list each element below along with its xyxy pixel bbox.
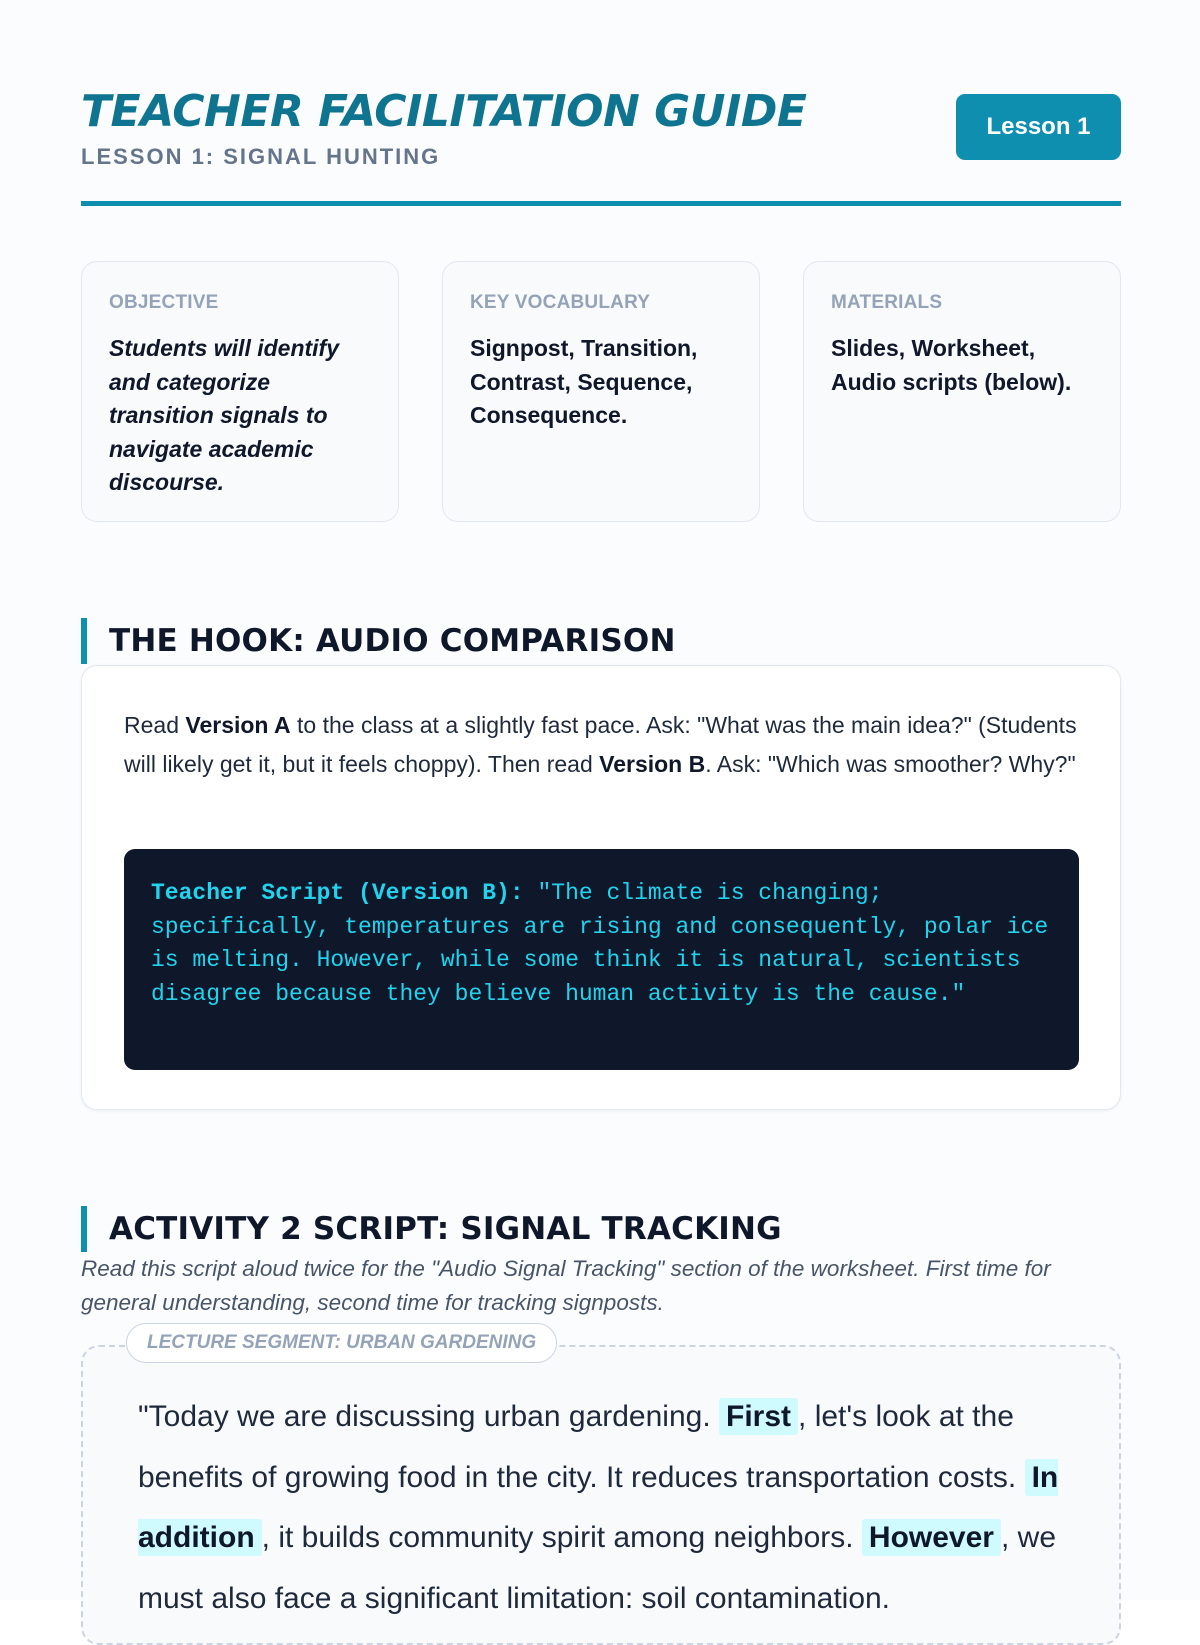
hook-text-part: Read: [124, 712, 186, 738]
version-b-label: Version B: [599, 750, 706, 777]
activity2-instructions: Read this script aloud twice for the "Audio Signal Tracking" section of the worksheet. First time for general understanding, second time for tracking signposts.: [81, 1256, 1051, 1315]
guide-header: [81, 84, 1121, 204]
lecture-text-part: , we must also face a significant limitation: soil contamination.: [138, 1521, 1057, 1615]
vocabulary-heading: KEY VOCABULARY: [470, 292, 651, 313]
lesson-subtitle: LESSON 1: SIGNAL HUNTING: [81, 144, 441, 169]
hook-box: [81, 665, 1121, 1110]
vocabulary-card: [442, 261, 760, 522]
signpost-highlight: However: [862, 1519, 1001, 1556]
hook-text-part: to the class at a slightly fast pace. Ask: "What was the main idea?" (Students will likely get it, but it feels choppy). Then read: [124, 712, 1077, 777]
signpost-highlight: In addition: [138, 1460, 1059, 1554]
script-text: "The climate is changing; specifically, temperatures are rising and consequently, polar ice is melting. However, while some think it is natural, scientists disagree because they believe human activity is the cause.": [151, 880, 1049, 1007]
script-label: Teacher Script (Version B):: [151, 880, 524, 906]
page-title: TEACHER FACILITATION GUIDE: [81, 86, 807, 137]
activity2-section-title: ACTIVITY 2 SCRIPT: SIGNAL TRACKING: [81, 1206, 782, 1252]
signpost-highlight: First: [719, 1398, 798, 1435]
version-a-label: Version A: [185, 712, 291, 738]
lecture-segment-box: [81, 1332, 1121, 1645]
header-divider: [81, 201, 1121, 206]
materials-heading: MATERIALS: [831, 292, 943, 313]
objective-card: [81, 261, 399, 522]
teacher-script-block: [124, 849, 1079, 1070]
vocabulary-text: Signpost, Transition, Contrast, Sequence, Consequence.: [470, 335, 698, 428]
materials-card: [803, 261, 1121, 522]
lecture-script: [138, 1387, 1078, 1629]
lecture-text-part: , let's look at the benefits of growing food in the city. It reduces transportation costs.: [138, 1400, 1025, 1494]
objective-text: Students will identify and categorize transition signals to navigate academic discourse.: [109, 335, 340, 495]
lecture-text-part: "Today we are discussing urban gardening.: [138, 1400, 720, 1433]
lesson-badge: Lesson 1: [956, 94, 1121, 160]
hook-instructions: [124, 706, 1084, 783]
lecture-segment-tag: LECTURE SEGMENT: URBAN GARDENING: [126, 1323, 557, 1363]
materials-text: Slides, Worksheet, Audio scripts (below).: [831, 335, 1072, 395]
hook-text-part: . Ask: "Which was smoother? Why?": [705, 750, 1076, 777]
objective-heading: OBJECTIVE: [109, 292, 219, 313]
hook-section-title: THE HOOK: AUDIO COMPARISON: [81, 618, 676, 664]
lecture-text-part: , it builds community spirit among neighbors.: [261, 1521, 862, 1554]
